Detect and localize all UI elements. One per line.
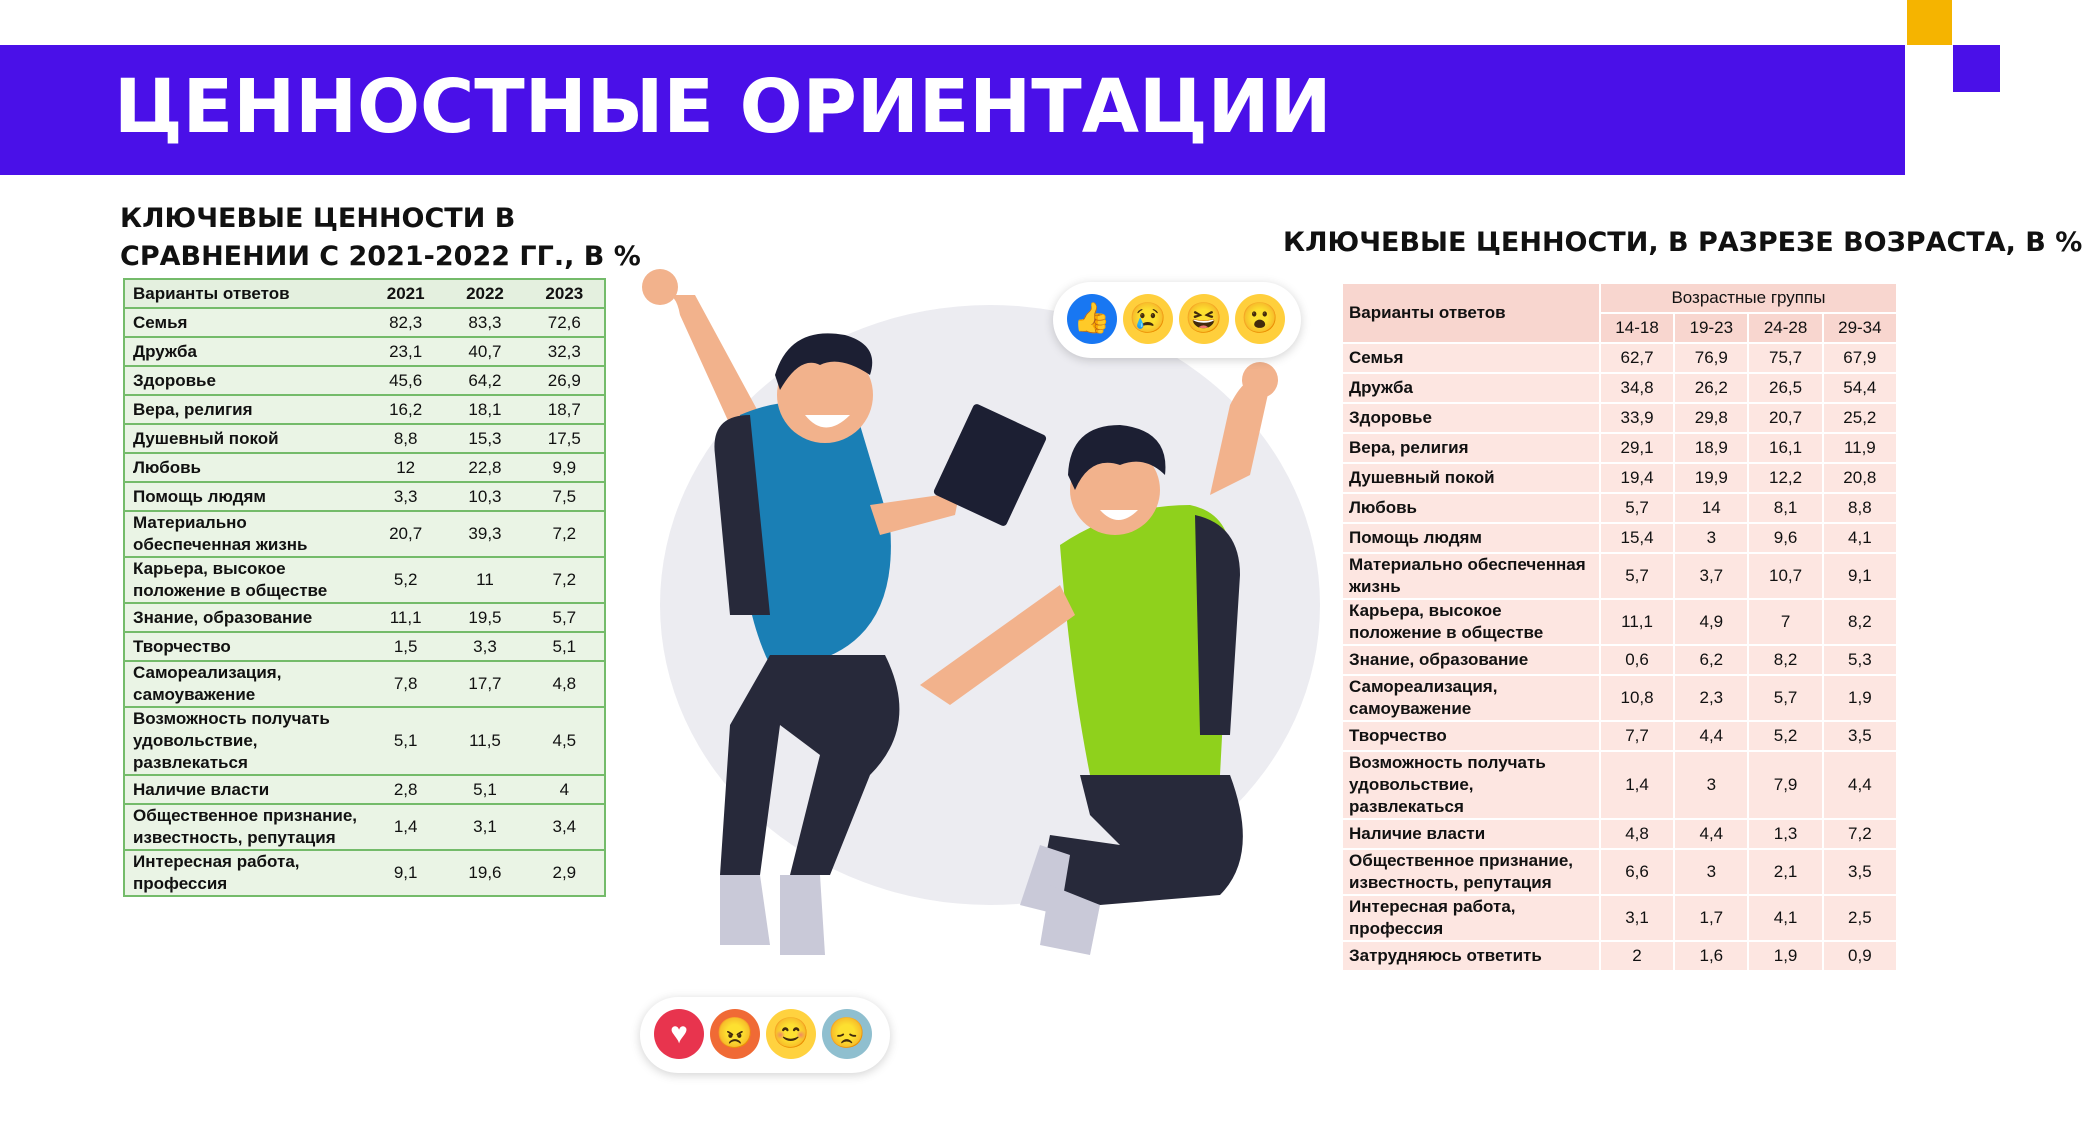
table-row (1343, 895, 1896, 941)
cell-value: 39,3 (445, 511, 524, 557)
table-row (124, 804, 605, 850)
cell-value: 12 (366, 453, 445, 482)
cell-value: 9,9 (525, 453, 605, 482)
row-label: Здоровье (124, 366, 366, 395)
row-label: Творчество (1343, 721, 1600, 751)
cell-value: 8,1 (1748, 493, 1822, 523)
cell-value: 3,5 (1823, 849, 1896, 895)
cell-value: 4,1 (1823, 523, 1896, 553)
cell-value: 5,1 (366, 707, 445, 775)
cell-value: 4,4 (1823, 751, 1896, 819)
cell-value: 64,2 (445, 366, 524, 395)
cell-value: 16,1 (1748, 433, 1822, 463)
cell-value: 7,2 (1823, 819, 1896, 849)
cell-value: 34,8 (1600, 373, 1674, 403)
cell-value: 8,8 (1823, 493, 1896, 523)
table-row (1343, 675, 1896, 721)
table-row (124, 632, 605, 661)
table-row (1343, 343, 1896, 373)
cell-value: 3,4 (525, 804, 605, 850)
cell-value: 3,3 (366, 482, 445, 511)
cell-value: 9,1 (1823, 553, 1896, 599)
cell-value: 4 (525, 775, 605, 804)
cell-value: 22,8 (445, 453, 524, 482)
row-label: Интересная работа, профессия (1343, 895, 1600, 941)
cell-value: 7,9 (1748, 751, 1822, 819)
column-header: 2022 (445, 279, 524, 308)
cell-value: 14 (1674, 493, 1748, 523)
cell-value: 9,6 (1748, 523, 1822, 553)
cell-value: 25,2 (1823, 403, 1896, 433)
thumbs-up-icon: 👍 (1067, 294, 1117, 344)
values-by-age-table (1343, 284, 1896, 972)
cell-value: 1,7 (1674, 895, 1748, 941)
cell-value: 15,4 (1600, 523, 1674, 553)
smiling-face-icon: 😊 (766, 1009, 816, 1059)
cell-value: 1,5 (366, 632, 445, 661)
table-header-row (124, 279, 605, 308)
row-label: Карьера, высокое положение в обществе (1343, 599, 1600, 645)
cell-value: 0,9 (1823, 941, 1896, 971)
cell-value: 15,3 (445, 424, 524, 453)
cell-value: 76,9 (1674, 343, 1748, 373)
table-row (124, 707, 605, 775)
cell-value: 54,4 (1823, 373, 1896, 403)
age-group-column: 24-28 (1748, 313, 1822, 343)
table-row (124, 603, 605, 632)
table-row (1343, 553, 1896, 599)
row-label: Затрудняюсь ответить (1343, 941, 1600, 971)
cell-value: 2,9 (525, 850, 605, 896)
table-row (1343, 523, 1896, 553)
cell-value: 40,7 (445, 337, 524, 366)
cell-value: 18,9 (1674, 433, 1748, 463)
column-header: Варианты ответов (124, 279, 366, 308)
cell-value: 7,2 (525, 511, 605, 557)
cell-value: 5,7 (525, 603, 605, 632)
table-row (124, 337, 605, 366)
cell-value: 19,4 (1600, 463, 1674, 493)
cell-value: 7,8 (366, 661, 445, 707)
table-row (1343, 433, 1896, 463)
cell-value: 5,2 (366, 557, 445, 603)
cell-value: 3,5 (1823, 721, 1896, 751)
cell-value: 4,8 (1600, 819, 1674, 849)
cell-value: 11,9 (1823, 433, 1896, 463)
table-row (124, 395, 605, 424)
row-label: Материально обеспеченная жизнь (1343, 553, 1600, 599)
table-row (124, 661, 605, 707)
cell-value: 3,1 (445, 804, 524, 850)
table-row (124, 511, 605, 557)
row-label: Семья (1343, 343, 1600, 373)
reactions-bubble-top (1053, 282, 1301, 358)
row-label: Карьера, высокое положение в обществе (124, 557, 366, 603)
cell-value: 29,1 (1600, 433, 1674, 463)
age-group-header: Возрастные группы (1600, 284, 1896, 313)
table-row (124, 453, 605, 482)
cell-value: 32,3 (525, 337, 605, 366)
cell-value: 83,3 (445, 308, 524, 337)
heart-icon: ♥ (654, 1009, 704, 1059)
cell-value: 18,7 (525, 395, 605, 424)
cell-value: 4,4 (1674, 721, 1748, 751)
cell-value: 1,4 (1600, 751, 1674, 819)
cell-value: 75,7 (1748, 343, 1822, 373)
cell-value: 4,4 (1674, 819, 1748, 849)
cell-value: 4,9 (1674, 599, 1748, 645)
table-row (124, 775, 605, 804)
cell-value: 20,7 (1748, 403, 1822, 433)
row-label: Общественное признание, известность, репутация (124, 804, 366, 850)
column-header: 2023 (525, 279, 605, 308)
age-group-column: 14-18 (1600, 313, 1674, 343)
cell-value: 8,8 (366, 424, 445, 453)
crying-face-icon: 😢 (1123, 294, 1173, 344)
cell-value: 1,6 (1674, 941, 1748, 971)
cell-value: 62,7 (1600, 343, 1674, 373)
cell-value: 12,2 (1748, 463, 1822, 493)
row-label: Здоровье (1343, 403, 1600, 433)
row-label: Вера, религия (1343, 433, 1600, 463)
corner-decoration-blue (1953, 45, 2000, 92)
cell-value: 5,1 (525, 632, 605, 661)
cell-value: 4,5 (525, 707, 605, 775)
cell-value: 26,9 (525, 366, 605, 395)
cell-value: 16,2 (366, 395, 445, 424)
page-title: ЦЕННОСТНЫЕ ОРИЕНТАЦИИ (114, 64, 1332, 150)
cell-value: 2,1 (1748, 849, 1822, 895)
table-row (124, 850, 605, 896)
cell-value: 19,9 (1674, 463, 1748, 493)
cell-value: 6,6 (1600, 849, 1674, 895)
cell-value: 82,3 (366, 308, 445, 337)
corner-decoration-yellow (1907, 0, 1952, 45)
cell-value: 20,7 (366, 511, 445, 557)
cell-value: 6,2 (1674, 645, 1748, 675)
cell-value: 7,2 (525, 557, 605, 603)
cell-value: 17,7 (445, 661, 524, 707)
cell-value: 2,3 (1674, 675, 1748, 721)
table-row (1343, 849, 1896, 895)
row-label: Самореализация, самоуважение (1343, 675, 1600, 721)
table-row (1343, 941, 1896, 971)
cell-value: 10,7 (1748, 553, 1822, 599)
row-label: Дружба (1343, 373, 1600, 403)
row-label: Любовь (1343, 493, 1600, 523)
cell-value: 19,5 (445, 603, 524, 632)
table-row (1343, 493, 1896, 523)
cell-value: 1,9 (1748, 941, 1822, 971)
cell-value: 17,5 (525, 424, 605, 453)
row-label: Душевный покой (1343, 463, 1600, 493)
row-label: Любовь (124, 453, 366, 482)
cell-value: 10,8 (1600, 675, 1674, 721)
row-label: Помощь людям (124, 482, 366, 511)
cell-value: 18,1 (445, 395, 524, 424)
row-label: Общественное признание, известность, репутация (1343, 849, 1600, 895)
row-label: Знание, образование (1343, 645, 1600, 675)
table-row (1343, 463, 1896, 493)
students-illustration (620, 255, 1320, 1075)
cell-value: 7,7 (1600, 721, 1674, 751)
cell-value: 5,2 (1748, 721, 1822, 751)
cell-value: 5,7 (1600, 493, 1674, 523)
table-row (1343, 819, 1896, 849)
cell-value: 9,1 (366, 850, 445, 896)
cell-value: 1,3 (1748, 819, 1822, 849)
cell-value: 5,1 (445, 775, 524, 804)
cell-value: 3 (1674, 849, 1748, 895)
table-row (1343, 751, 1896, 819)
row-label: Душевный покой (124, 424, 366, 453)
cell-value: 5,3 (1823, 645, 1896, 675)
cell-value: 19,6 (445, 850, 524, 896)
row-label: Интересная работа, профессия (124, 850, 366, 896)
row-label: Семья (124, 308, 366, 337)
cell-value: 72,6 (525, 308, 605, 337)
table-row (1343, 645, 1896, 675)
cell-value: 0,6 (1600, 645, 1674, 675)
laughing-face-icon: 😆 (1179, 294, 1229, 344)
cell-value: 29,8 (1674, 403, 1748, 433)
cell-value: 3 (1674, 523, 1748, 553)
cell-value: 67,9 (1823, 343, 1896, 373)
table-row (1343, 403, 1896, 433)
row-label: Наличие власти (124, 775, 366, 804)
cell-value: 8,2 (1748, 645, 1822, 675)
row-label: Дружба (124, 337, 366, 366)
left-table-title: КЛЮЧЕВЫЕ ЦЕННОСТИ В СРАВНЕНИИ С 2021-2022 ГГ., В % (120, 203, 641, 272)
table-row (1343, 373, 1896, 403)
cell-value: 26,5 (1748, 373, 1822, 403)
cell-value: 45,6 (366, 366, 445, 395)
cell-value: 4,1 (1748, 895, 1822, 941)
cell-value: 26,2 (1674, 373, 1748, 403)
cell-value: 2,8 (366, 775, 445, 804)
cell-value: 2,5 (1823, 895, 1896, 941)
column-header: Варианты ответов (1343, 284, 1600, 343)
column-header: 2021 (366, 279, 445, 308)
table-header-row (1343, 284, 1896, 313)
cell-value: 1,9 (1823, 675, 1896, 721)
cell-value: 11 (445, 557, 524, 603)
values-by-year-table (123, 278, 606, 897)
table-row (1343, 721, 1896, 751)
cell-value: 8,2 (1823, 599, 1896, 645)
cell-value: 11,1 (366, 603, 445, 632)
reactions-bubble-bottom (640, 997, 890, 1073)
cell-value: 4,8 (525, 661, 605, 707)
right-table-title: КЛЮЧЕВЫЕ ЦЕННОСТИ, В РАЗРЕЗЕ ВОЗРАСТА, В % (1283, 227, 2082, 258)
sad-face-icon: 😞 (822, 1009, 872, 1059)
table-row (124, 424, 605, 453)
cell-value: 3 (1674, 751, 1748, 819)
cell-value: 5,7 (1600, 553, 1674, 599)
cell-value: 5,7 (1748, 675, 1822, 721)
age-group-column: 29-34 (1823, 313, 1896, 343)
row-label: Знание, образование (124, 603, 366, 632)
row-label: Творчество (124, 632, 366, 661)
cell-value: 10,3 (445, 482, 524, 511)
row-label: Возможность получать удовольствие, развлекаться (124, 707, 366, 775)
row-label: Материально обеспеченная жизнь (124, 511, 366, 557)
cell-value: 23,1 (366, 337, 445, 366)
cell-value: 3,3 (445, 632, 524, 661)
row-label: Наличие власти (1343, 819, 1600, 849)
cell-value: 20,8 (1823, 463, 1896, 493)
row-label: Помощь людям (1343, 523, 1600, 553)
cell-value: 7 (1748, 599, 1822, 645)
table-row (124, 308, 605, 337)
cell-value: 2 (1600, 941, 1674, 971)
row-label: Возможность получать удовольствие, развлекаться (1343, 751, 1600, 819)
row-label: Вера, религия (124, 395, 366, 424)
table-row (124, 557, 605, 603)
row-label: Самореализация, самоуважение (124, 661, 366, 707)
age-group-column: 19-23 (1674, 313, 1748, 343)
cell-value: 1,4 (366, 804, 445, 850)
table-row (1343, 599, 1896, 645)
cell-value: 3,1 (1600, 895, 1674, 941)
cell-value: 11,5 (445, 707, 524, 775)
cell-value: 3,7 (1674, 553, 1748, 599)
angry-face-icon: 😠 (710, 1009, 760, 1059)
table-row (124, 366, 605, 395)
cell-value: 11,1 (1600, 599, 1674, 645)
cell-value: 7,5 (525, 482, 605, 511)
surprised-face-icon: 😮 (1235, 294, 1285, 344)
cell-value: 33,9 (1600, 403, 1674, 433)
table-row (124, 482, 605, 511)
